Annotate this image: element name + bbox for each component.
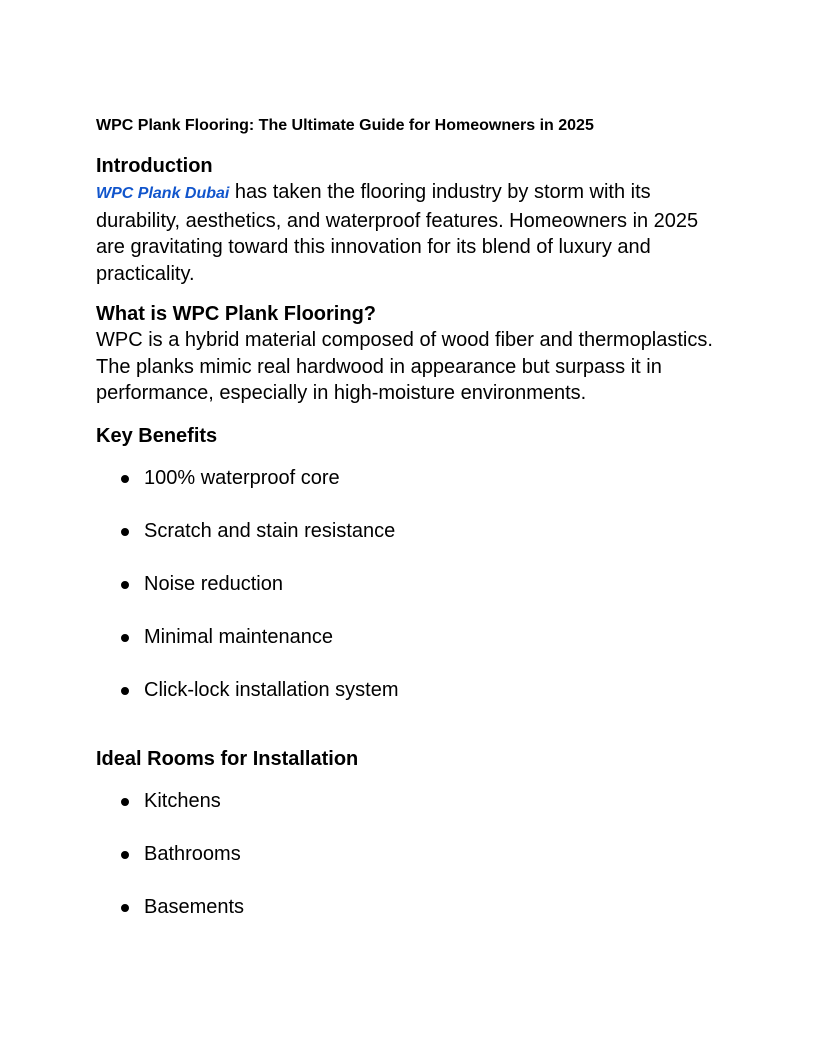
- list-item: Bathrooms: [96, 842, 244, 866]
- list-item: Click-lock installation system: [96, 678, 399, 702]
- ideal-rooms-list: [96, 789, 244, 948]
- list-item: Kitchens: [96, 789, 244, 813]
- what-is-paragraph: WPC is a hybrid material composed of wood fiber and thermoplastics. The planks mimic real hardwood in appearance but surpass it in performance, especially in high-moisture environments.: [96, 329, 713, 404]
- key-benefits-heading: Key Benefits: [96, 425, 218, 447]
- bullet-icon: [121, 634, 129, 642]
- list-item: Noise reduction: [96, 572, 399, 596]
- bullet-icon: [121, 581, 129, 589]
- wpc-plank-dubai-link[interactable]: WPC Plank Dubai: [96, 185, 230, 202]
- bullet-icon: [121, 798, 129, 806]
- list-item: 100% waterproof core: [96, 466, 399, 490]
- bullet-icon: [121, 528, 129, 536]
- document-title: WPC Plank Flooring: The Ultimate Guide for Homeowners in 2025: [96, 117, 594, 134]
- key-benefits-list: [96, 466, 399, 731]
- what-is-heading: What is WPC Plank Flooring?: [96, 303, 376, 325]
- list-item: Basements: [96, 895, 244, 919]
- list-item: Minimal maintenance: [96, 625, 399, 649]
- bullet-icon: [121, 851, 129, 859]
- introduction-paragraph: [96, 179, 726, 287]
- introduction-heading: Introduction: [96, 155, 213, 177]
- bullet-icon: [121, 904, 129, 912]
- list-item: Scratch and stain resistance: [96, 519, 399, 543]
- ideal-rooms-heading: Ideal Rooms for Installation: [96, 748, 359, 770]
- bullet-icon: [121, 475, 129, 483]
- introduction-body: has taken the flooring industry by storm with its durability, aesthetics, and waterproof features. Homeowners in 2025 are gravitating toward this innovation for its blend of luxury and practicality.: [96, 181, 699, 285]
- bullet-icon: [121, 687, 129, 695]
